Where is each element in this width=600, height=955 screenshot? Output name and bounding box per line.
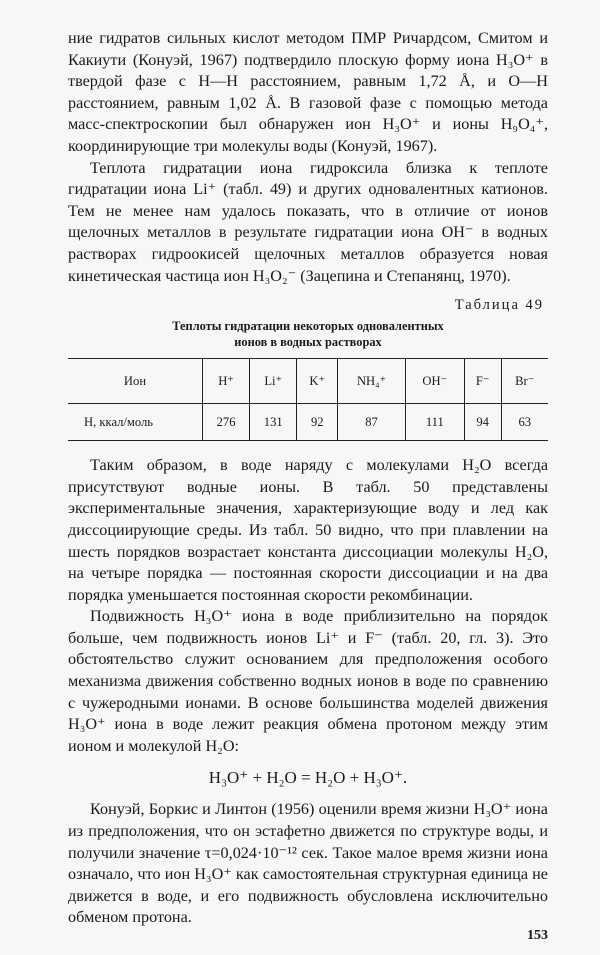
table-ion-header: Li⁺ bbox=[250, 359, 297, 404]
table-ion-header: NH₄⁺ bbox=[338, 359, 406, 404]
table-ion-header: K⁺ bbox=[297, 359, 338, 404]
table-row-header: Ион bbox=[123, 373, 147, 388]
paragraph-3: Таким образом, в воде наряду с молекулами H₂O всегда присутствуют водные ионы. В табл. 50 представлены экспериментальные значения, характеризующие воду и лед как диссоциирующие среды. Из табл. 50 видно, что при плавлении на шесть порядков возрастает константа диссоциации молекулы H₂O, на четыре порядка — постоянная скорости диссоциации и на два порядка уменьшается постоянная скорости рекомбинации. bbox=[68, 456, 548, 604]
table-ion-header: H⁺ bbox=[203, 359, 250, 404]
page-number: 153 bbox=[527, 928, 548, 943]
table-cell: 276 bbox=[203, 404, 250, 441]
hydration-heat-table bbox=[68, 358, 548, 441]
paragraph-5: Конуэй, Боркис и Линтон (1956) оценили время жизни H₃O⁺ иона из предположения, что он эстафетно движется по структуре воды, и получили значение τ=0,024·10⁻¹² сек. Такое малое время жизни иона означало, что ион H₃O⁺ как самостоятельная структурная единица не движется в воде, и его подвижность обусловлена исключительно обменом протона. bbox=[68, 800, 548, 927]
paragraph-1: ние гидратов сильных кислот методом ПМР Ричардсом, Смитом и Какиути (Конуэй, 1967) подтвердило плоскую форму иона H₃O⁺ в твердой фазе с H—H расстоянием, равным 1,72 Å, и O—H расстоянием, равным 1,02 Å. В газовой фазе с помощью метода масс-спектроскопии был обнаружен ион H₃O⁺ и ионы H₉O₄⁺, координирующие три молекулы воды (Конуэй, 1967). bbox=[68, 29, 548, 155]
table-cell: 94 bbox=[464, 404, 501, 441]
table-title-line-1: Теплоты гидратации некоторых одновалентных bbox=[172, 319, 444, 334]
table-ion-header: F⁻ bbox=[464, 359, 501, 404]
table-cell: 131 bbox=[250, 404, 297, 441]
table-title bbox=[68, 318, 548, 350]
reaction-equation: H₃O⁺ + H₂O = H₂O + H₃O⁺. bbox=[208, 768, 408, 788]
table-caption: Таблица 49 bbox=[454, 297, 544, 314]
table-title-line-2: ионов в водных растворах bbox=[234, 335, 382, 350]
table-ion-header: OH⁻ bbox=[405, 359, 464, 404]
table-cell: 63 bbox=[501, 404, 548, 441]
table-cell: 111 bbox=[405, 404, 464, 441]
table-row bbox=[68, 404, 548, 441]
paragraph-4: Подвижность H₃O⁺ иона в воде приблизительно на порядок больше, чем подвижность ионов Li⁺ и F⁻ (табл. 20, гл. 3). Это обстоятельство служит основанием для предположения особого механизма движения собственно водных ионов в воде по сравнению с чужеродными ионами. В основе большинства моделей движения H₃O⁺ иона в воде лежит реакция обмена протоном между этим ионом и молекулой H₂O: bbox=[68, 607, 548, 755]
table-header-row bbox=[68, 359, 548, 404]
table-ion-header: Br⁻ bbox=[501, 359, 548, 404]
table-cell: 87 bbox=[338, 404, 406, 441]
table-row-label: H, ккал/моль bbox=[84, 414, 154, 429]
table-cell: 92 bbox=[297, 404, 338, 441]
paragraph-2: Теплота гидратации иона гидроксила близка к теплоте гидратации иона Li⁺ (табл. 49) и других одновалентных катионов. Тем не менее нам удалось показать, что в отличие от ионов щелочных металлов в результате гидратации иона OH⁻ в водных растворах гидроокисей щелочных металлов образуется новая кинетическая частица ион H₃O₂⁻ (Зацепина и Степанянц, 1970). bbox=[68, 158, 548, 285]
